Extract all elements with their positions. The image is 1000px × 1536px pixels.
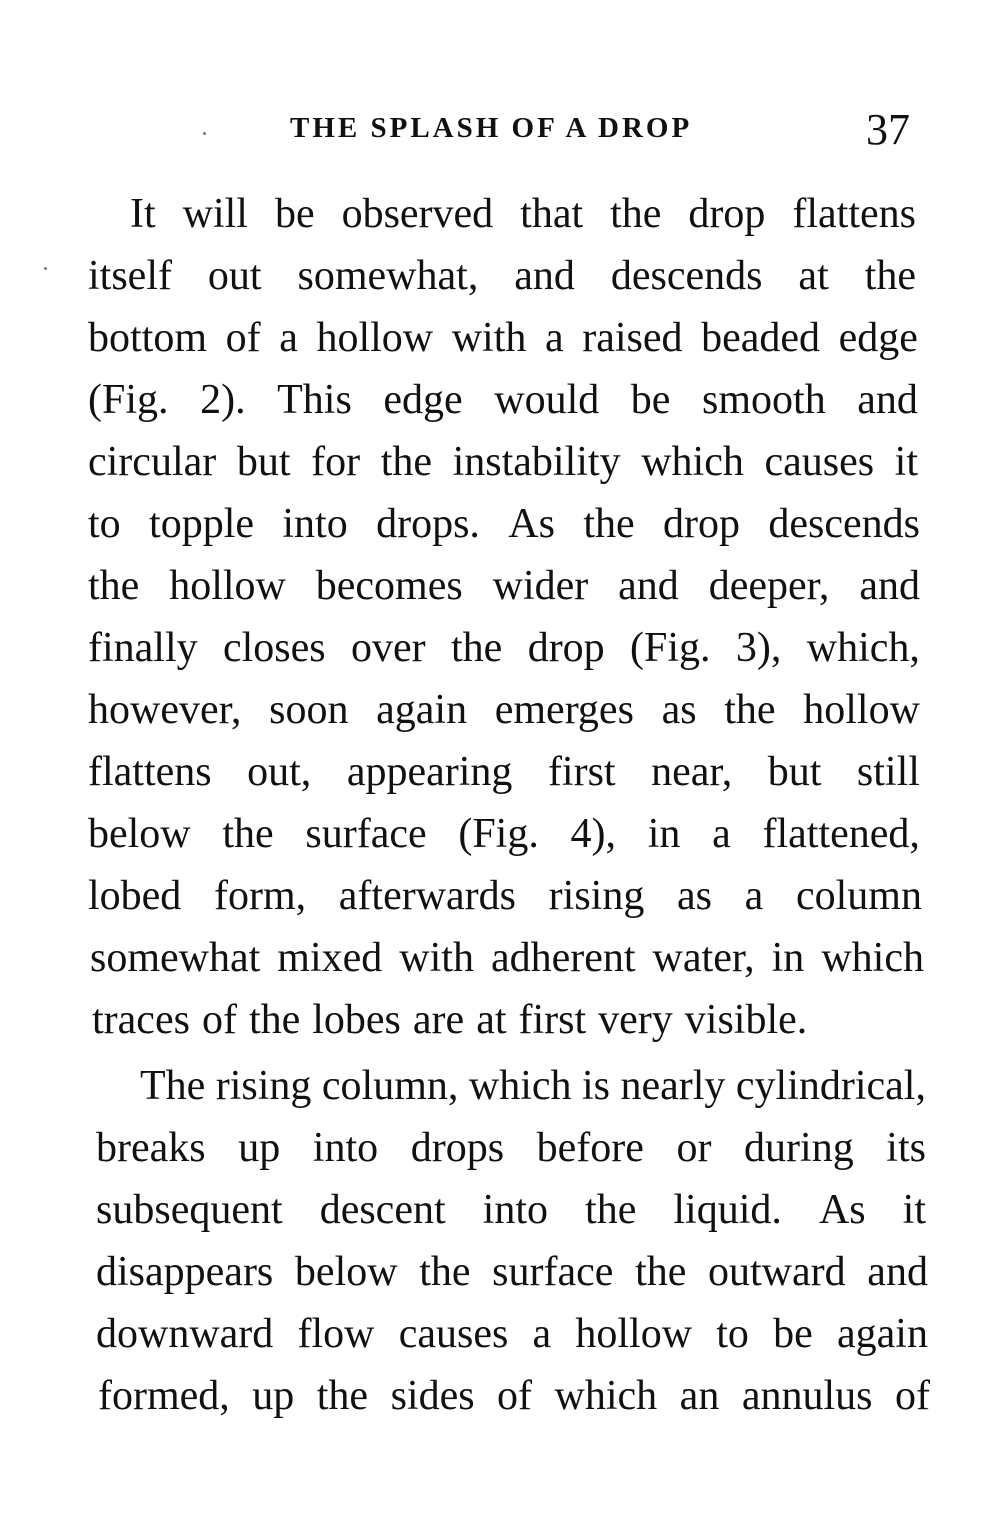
word: a [744,873,764,919]
word: which [468,1063,572,1109]
word: beaded [701,315,821,361]
word: disappears [96,1249,274,1295]
word: it [894,439,918,485]
word: (Fig. [458,811,539,857]
text-line [96,1303,928,1365]
word: It [130,191,156,237]
word: breaks [96,1125,206,1171]
word: be [274,191,315,237]
word: 2). [200,377,246,423]
text-line [140,1055,926,1117]
word: adherent [490,935,636,981]
word: up [238,1125,281,1171]
word: the [419,1249,471,1295]
word: its [886,1125,926,1171]
word: descends [610,253,763,299]
word: cylindrical, [735,1063,926,1109]
word: drop [663,501,740,547]
word: still [856,749,920,795]
text-line [88,493,920,555]
word: an [679,1373,720,1419]
text-line [88,431,918,493]
text-line [92,989,892,1051]
word: a [532,1311,552,1357]
word: the [724,687,776,733]
word: column [795,873,922,919]
word: liquid. [673,1187,782,1233]
word: surface [492,1249,614,1295]
word: but [236,439,291,485]
word: hollow [169,563,286,609]
word: rising [548,873,645,919]
word: hollow [803,687,920,733]
word: the [583,501,635,547]
word: subsequent [96,1187,283,1233]
word: which [641,439,744,485]
word: of [201,997,237,1043]
text-line [88,865,922,927]
word: nearly [620,1063,726,1109]
text-line [88,307,918,369]
word: and [867,1249,928,1295]
word: to [716,1311,749,1357]
word: as [661,687,697,733]
word: hollow [316,315,434,361]
text-line [88,369,918,431]
word: This [277,377,352,423]
word: it [902,1187,926,1233]
word: into [482,1187,549,1233]
word: again [376,687,468,733]
word: and [857,377,918,423]
word: are [412,997,465,1043]
word: The [140,1063,206,1109]
word: in [647,811,681,857]
text-line [88,741,920,803]
word: As [508,501,555,547]
word: observed [341,191,494,237]
word: wider [492,563,589,609]
word: As [818,1187,866,1233]
word: flattened, [762,811,920,857]
word: drops [410,1125,505,1171]
word: the [585,1187,637,1233]
word: and [618,563,679,609]
word: first [518,997,587,1043]
word: at [798,253,829,299]
word: smooth [702,377,826,423]
word: appearing [346,749,513,795]
text-line [96,1117,926,1179]
word: lobed [88,873,182,919]
word: itself [88,253,172,299]
word: 3), [735,625,782,671]
word: (Fig. [630,625,711,671]
text-line [90,927,924,989]
text-line [88,245,916,307]
word: over [351,625,426,671]
word: and [859,563,920,609]
word: however, [88,687,242,733]
word: the [222,811,274,857]
word: edge [383,377,463,423]
word: visible. [684,997,808,1043]
word: very [598,997,673,1043]
word: bottom [88,315,208,361]
word: instability [452,439,621,485]
word: out, [247,749,312,795]
word: deeper, [708,563,830,609]
word: causes [398,1311,509,1357]
page-number: 37 [866,105,910,154]
page-speck [44,267,47,270]
word: becomes [315,563,463,609]
word: would [494,377,600,423]
word: circular [88,439,217,485]
word: during [744,1125,854,1171]
word: or [676,1125,712,1171]
word: at [476,997,507,1043]
word: the [88,563,140,609]
word: column, [321,1063,459,1109]
word: the [451,625,503,671]
word: but [767,749,822,795]
word: and [514,253,575,299]
text-line [98,1365,930,1427]
word: descends [768,501,920,547]
word: lobes [312,997,401,1043]
word: descent [319,1187,446,1233]
word: which [554,1373,658,1419]
page-speck [203,132,206,135]
word: be [773,1311,813,1357]
word: formed, [98,1373,230,1419]
word: into [282,501,348,547]
word: the [635,1249,687,1295]
text-line [88,555,920,617]
word: first [547,749,616,795]
word: closes [223,625,326,671]
word: edge [838,315,918,361]
word: up [252,1373,295,1419]
word: flattens [88,749,212,795]
word: mixed [277,935,383,981]
running-head-title: THE SPLASH OF A DROP [290,112,693,144]
word: the [380,439,432,485]
word: which, [806,625,920,671]
word: annulus [741,1373,873,1419]
word: somewhat [90,935,261,981]
text-line [96,1241,928,1303]
word: drop [527,625,605,671]
word: drops. [376,501,480,547]
word: of [225,315,261,361]
word: again [837,1311,928,1357]
word: (Fig. [88,377,169,423]
word: flattens [792,191,916,237]
word: as [677,873,712,919]
word: finally [88,625,198,671]
text-line [88,617,920,679]
word: raised [582,315,683,361]
word: hollow [575,1311,693,1357]
word: a [279,315,298,361]
word: drop [688,191,766,237]
text-line [88,803,920,865]
word: of [497,1373,533,1419]
word: out [207,253,262,299]
text-line [96,1179,926,1241]
word: to [88,501,121,547]
word: topple [149,501,255,547]
word: somewhat, [297,253,479,299]
word: a [712,811,731,857]
word: near, [651,749,733,795]
word: that [520,191,584,237]
word: which [821,935,924,981]
word: emerges [494,687,634,733]
word: sides [390,1373,475,1419]
word: flow [297,1311,375,1357]
word: into [312,1125,379,1171]
word: below [294,1249,398,1295]
word: water, [652,935,755,981]
word: the [864,253,916,299]
word: downward [96,1311,274,1357]
word: the [316,1373,369,1419]
word: surface [305,811,427,857]
word: be [630,377,671,423]
word: the [248,997,301,1043]
word: below [88,811,191,857]
word: is [581,1063,610,1109]
word: for [311,439,361,485]
word: of [894,1373,930,1419]
word: a [544,315,564,361]
word: rising [215,1063,312,1109]
word: outward [708,1249,846,1295]
word: with [451,315,527,361]
text-line [88,679,920,741]
word: causes [764,439,875,485]
word: soon [269,687,349,733]
word: the [610,191,662,237]
text-line [130,183,916,245]
word: traces [92,997,190,1043]
word: 4), [570,811,617,857]
word: afterwards [338,873,517,919]
word: in [771,935,805,981]
word: with [399,935,474,981]
word: form, [213,873,307,919]
word: will [182,191,248,237]
word: before [536,1125,644,1171]
